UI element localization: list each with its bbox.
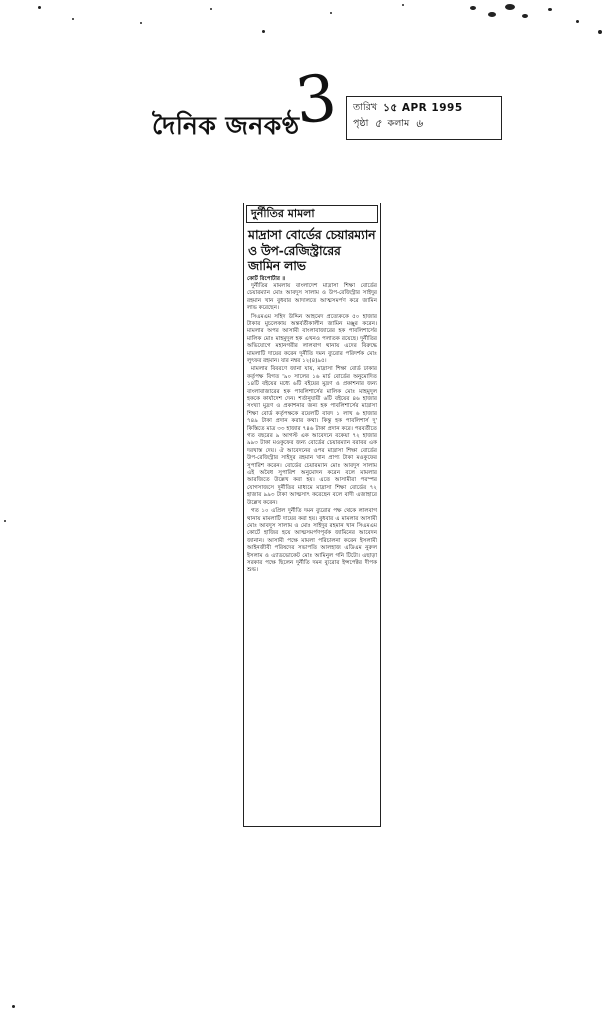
photocopy-speck	[488, 12, 496, 17]
article-paragraph: সিএমএম সহিদ উদ্দিন আহমেদ প্রত্যেককে ৫০ হাজার টাকার মুচলেকায় অন্তর্বর্তীকালীন জামিন মঞ্জুর করেন। মামলার অপর আসামী বাংলাবাজারের হক পাবলিশার্সের মালিক মোঃ মাহমুদুল হক এখনও পলাতক রয়েছে। দুর্নীতির অভিযোগে মহানগরীর লালবাগ থানায় এদের বিরুদ্ধে মামলাটি দায়ের করেন দুর্নীতি দমন ব্যুরোর পরিদর্শক মোঃ লুৎফর রহমান। যার নম্বর ১২(৪)৯৫।	[247, 313, 377, 364]
photocopy-speck	[576, 20, 579, 23]
photocopy-speck	[4, 520, 6, 522]
newspaper-masthead: দৈনিক জনকণ্ঠ	[152, 111, 300, 140]
stamp-column-label: কলাম	[387, 118, 410, 129]
photocopy-speck	[38, 6, 41, 9]
stamp-page-value: ৫	[374, 117, 382, 130]
photocopy-speck	[12, 1005, 15, 1008]
news-clipping	[243, 203, 381, 827]
photocopy-speck	[402, 4, 404, 6]
stamp-date-value: ১৫ APR 1995	[383, 102, 463, 114]
article-kicker: দুর্নীতির মামলা	[246, 205, 378, 223]
photocopy-speck	[548, 8, 552, 11]
photocopy-speck	[140, 22, 142, 24]
photocopy-speck	[330, 12, 332, 14]
article-body	[247, 276, 377, 575]
date-stamp	[346, 96, 502, 140]
stamp-column-value: ৬	[415, 117, 423, 130]
photocopy-speck	[210, 8, 212, 10]
photocopy-speck	[522, 14, 528, 18]
stamp-page-label: পৃষ্ঠা	[353, 118, 369, 129]
handwritten-mark: 3	[291, 61, 341, 140]
photocopy-speck	[72, 18, 74, 20]
photocopy-speck	[470, 6, 476, 10]
photocopy-speck	[598, 30, 602, 34]
article-paragraph: গত ১০ এপ্রিল দুর্নীতি দমন ব্যুরোর পক্ষ থেকে লালবাগ থানায় মামলাটি দায়ের করা হয়। বুধবার এ মামলার আসামী মোঃ আবদুস সালাম ও মোঃ সাইদুর রহমান খান সিএমএম কোর্টে হাজির হয়ে আত্মসমর্পণপূর্বক জামিনের আবেদন জানান। আসামী পক্ষে মামলা পরিচালনা করেন ইসলামী আইনজীবী পরিষদের সভাপতি আলহাজ এডিএম নুরুল ইসলাম ও এ্যাডভোকেট মোঃ আমিনুল গনি টিটো। এছাড়া সরকার পক্ষে ছিলেন দুর্নীতি দমন ব্যুরোর ইন্সপেক্টর দীপক শুভ।	[247, 508, 377, 574]
photocopy-speck	[505, 4, 515, 10]
article-headline: মাদ্রাসা বোর্ডের চেয়ারম্যান ও উপ-রেজিস্ট্রারের জামিন লাভ	[248, 227, 376, 273]
stamp-date-label: তারিখ	[353, 102, 378, 113]
article-byline: কোর্ট রিপোর্টার ॥	[247, 275, 286, 282]
photocopy-speck	[262, 30, 265, 33]
article-paragraph: দুর্নীতির মামলায় বাংলাদেশ মাদ্রাসা শিক্ষা বোর্ডের চেয়ারম্যান মোঃ আবদুস সালাম ও উপ-রেজিস্ট্রার সাইদুর রহমান খান বুধবার আদালতে আত্মসমর্পণ করে জামিন লাভ করেছেন।	[247, 282, 377, 312]
article-paragraph: মামলার বিবরণে জানা যায়, মাদ্রাসা শিক্ষা বোর্ড ঢাকার কর্তৃপক্ষ বিগত '৯০ সালের ১৬ মার্চ বোর্ডের অনুমোদিত ১৪টি বইয়ের মধ্যে ৬টি বইয়ের মুদ্রণ ও প্রকাশনার জন্য বাংলাবাজারের হক পাবলিশার্সের মালিক মোঃ মাহমুদুল হককে কার্যাদেশ দেন। শর্তানুযায়ী ৬টি বইয়ের ৪৬ হাজার সংখ্যা মুদ্রণ ও প্রকাশনার জন্য হক পাবলিশার্সের মাদ্রাসা শিক্ষা বোর্ড কর্তৃপক্ষকে রয়েলটি বাবদ ১ লাখ ৬ হাজার ৭৪৯ টাকা প্রদান করার কথা। কিন্তু হক পাবলিশার্স দু' কিস্তিতে মাত্র ৩৩ হাজার ৭৪৬ টাকা প্রদান করে। পরবর্তীতে গত বছরের ৯ আগস্ট এক আবেদনে বকেয়া ৭২ হাজার ৯৯৩ টাকা মওকুফের জন্য বোর্ডের চেয়ারম্যান বরাবর এক দরখাস্ত দেয়। ঐ আবেদনের ওপর মাদ্রাসা শিক্ষা বোর্ডের উপ-রেজিস্ট্রার সাইদুর রহমান খান প্রাপ্য টাকা মওকুফের সুপারিশ করেন। বোর্ডের চেয়ারম্যান মোঃ আবদুস সালাম এই অবৈধ সুপারিশ অনুমোদন করেন বলে মামলার আরজিতে উল্লেখ করা হয়। এতে আসামীরা পরস্পর যোগসাজসে দুর্নীতির মাধ্যমে মাদ্রাসা শিক্ষা বোর্ডের ৭২ হাজার ৯৯৩ টাকা আত্মসাৎ করেছেন বলে বাদী এজাহারে উল্লেখ করেন।	[247, 366, 377, 506]
